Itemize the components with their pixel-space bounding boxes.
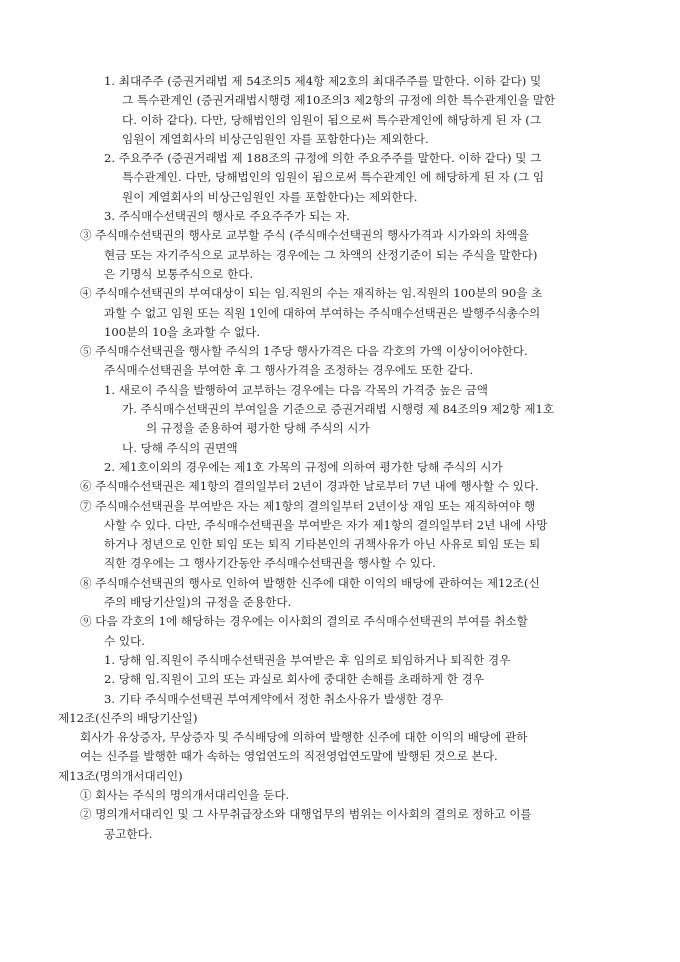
text-line: 회사가 유상증자, 무상증자 및 주식배당에 의하여 발행한 신주에 대한 이익의 배당에 관하	[80, 730, 528, 745]
text-line: 주식매수선택권을 부여한 후 그 행사가격을 조정하는 경우에도 또한 같다.	[104, 363, 474, 378]
text-line: ③ 주식매수선택권의 행사로 교부할 주식 (주식매수선택권의 행사가격과 시가와의 차액을	[80, 228, 529, 243]
text-line: 1. 당해 임.직원이 주식매수선택권을 부여받은 후 임의로 퇴임하거나 퇴직한 경우	[104, 652, 511, 667]
text-line: 다. 이하 같다). 다만, 당해법인의 임원이 됨으로써 특수관계인에 해당하게 된 자 (그	[122, 112, 542, 127]
text-line: 2. 주요주주 (증권거래법 제 188조의 규정에 의한 주요주주를 말한다. 이하 같다) 및 그	[104, 151, 542, 166]
text-line: 수 있다.	[104, 633, 145, 648]
text-line: 2. 제1호이외의 경우에는 제1호 가목의 규정에 의하여 평가한 당해 주식의 시가	[104, 459, 503, 474]
article-heading: 제13조(명의개서대리인)	[58, 768, 183, 783]
text-line: ② 명의개서대리인 및 그 사무취급장소와 대행업무의 범위는 이사회의 결의로 정하고 이를	[80, 807, 532, 822]
text-line: ⑤ 주식매수선택권을 행사할 주식의 1주당 행사가격은 다음 각호의 가액 이상이어야한다.	[80, 344, 528, 359]
text-line: 원이 계열회사의 비상근임원인 자를 포함한다)는 제외한다.	[122, 189, 418, 204]
text-line: 여는 신주를 발행한 때가 속하는 영업연도의 직전영업연도말에 발행된 것으로 본다.	[80, 749, 498, 764]
text-line: 과할 수 없고 임원 또는 직원 1인에 대하여 부여하는 주식매수선택권은 발행주식총수의	[104, 305, 541, 320]
text-line: 임원이 계열회사의 비상근임원인 자를 포함한다)는 제외한다.	[122, 131, 429, 146]
text-line: 2. 당해 임.직원이 고의 또는 과실로 회사에 중대한 손해를 초래하게 한 경우	[104, 672, 485, 687]
text-line: 1. 최대주주 (증권거래법 제 54조의5 제4항 제2호의 최대주주를 말한다. 이하 같다) 및	[104, 74, 542, 88]
text-line: ⑦ 주식매수선택권을 부여받은 자는 제1항의 결의일부터 2년이상 재임 또는 재직하여야 행	[80, 498, 536, 513]
text-line: 의 규정을 준용하여 평가한 당해 주식의 시가	[146, 421, 370, 436]
text-line: 사할 수 있다. 다만, 주식매수선택권을 부여받은 자가 제1항의 결의일부터 2년 내에 사망	[104, 517, 548, 532]
text-line: 직한 경우에는 그 행사기간동안 주식매수선택권을 행사할 수 있다.	[104, 556, 436, 571]
text-line: ① 회사는 주식의 명의개서대리인을 둔다.	[80, 787, 290, 802]
text-line: 주의 배당기산일)의 규정을 준용한다.	[104, 595, 292, 610]
text-line: ⑧ 주식매수선택권의 행사로 인하여 발행한 신주에 대한 이익의 배당에 관하여는 제12조(신	[80, 575, 540, 590]
text-line: 공고한다.	[104, 826, 153, 841]
text-line: 은 기명식 보통주식으로 한다.	[104, 266, 254, 281]
text-line: 1. 새로이 주식을 발행하여 교부하는 경우에는 다음 각목의 가격중 높은 금액	[104, 382, 488, 397]
text-line: 100분의 10을 초과할 수 없다.	[104, 324, 261, 339]
text-line: ④ 주식매수선택권의 부여대상이 되는 임.직원의 수는 재직하는 임.직원의 100분의 90을 초	[80, 286, 543, 301]
text-line: 3. 주식매수선택권의 행사로 주요주주가 되는 자.	[104, 209, 350, 224]
text-line: 하거나 정년으로 인한 퇴임 또는 퇴직 기타본인의 귀책사유가 아닌 사유로 퇴임 또는 퇴	[104, 537, 541, 552]
text-line: 특수관계인. 다만, 당해법인의 임원이 됨으로써 특수관계인 에 해당하게 된 자 (그 임	[122, 170, 545, 185]
text-line: 3. 기타 주식매수선택권 부여계약에서 정한 취소사유가 발생한 경우	[104, 691, 444, 706]
text-line: 가. 주식매수선택권의 부여일을 기준으로 증권거래법 시행령 제 84조의9 제2항 제1호	[122, 402, 555, 417]
text-line: ⑥ 주식매수선택권은 제1항의 결의일부터 2년이 경과한 날로부터 7년 내에 행사할 수 있다.	[80, 479, 539, 494]
text-line: 그 특수관계인 (증권거래법시행령 제10조의3 제2항의 규정에 의한 특수관계인을 말한	[122, 93, 556, 108]
text-line: 현금 또는 자기주식으로 교부하는 경우에는 그 차액의 산정기준이 되는 주식을 말한다)	[104, 247, 538, 262]
article-heading: 제12조(신주의 배당기산일)	[58, 710, 198, 725]
text-line: ⑨ 다음 각호의 1에 해당하는 경우에는 이사회의 결의로 주식매수선택권의 부여를 취소할	[80, 614, 528, 629]
text-line: 나. 당해 주식의 권면액	[122, 440, 238, 455]
document-body	[0, 72, 680, 844]
